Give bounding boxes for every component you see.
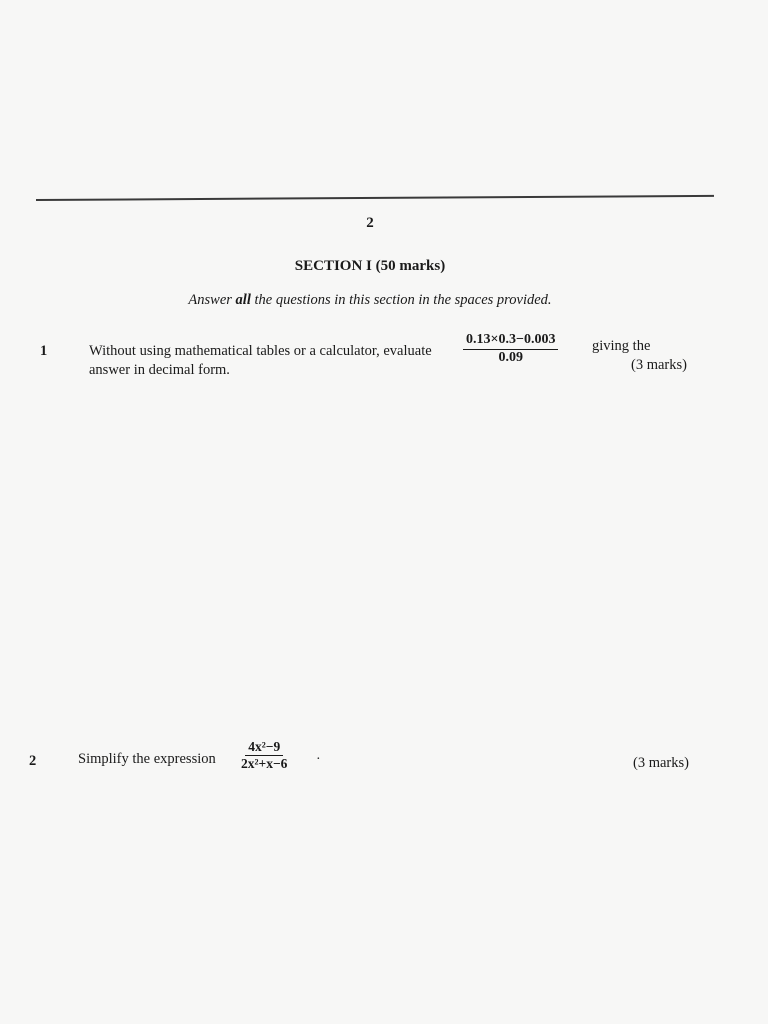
question-1-text: Without using mathematical tables or a calculator, evaluate <box>89 343 432 359</box>
question-2-expression <box>238 740 290 771</box>
question-1-denominator: 0.09 <box>498 349 523 365</box>
question-1-number: 1 <box>40 343 48 359</box>
section-title: SECTION I (50 marks) <box>294 258 446 274</box>
header-divider-line <box>36 195 714 201</box>
question-1-expression <box>463 333 558 365</box>
section-instruction <box>140 292 600 309</box>
page-number: 2 <box>366 215 374 231</box>
question-2-numerator: 4x²−9 <box>245 740 283 756</box>
question-2-denominator: 2x²+x−6 <box>241 756 288 772</box>
question-2-trailing-dot: · <box>316 752 321 767</box>
instruction-emphasis: all <box>235 292 251 308</box>
question-1-numerator: 0.13×0.3−0.003 <box>463 333 558 350</box>
question-1-text-after: giving the <box>592 338 651 354</box>
question-2-text: Simplify the expression <box>78 751 216 767</box>
question-2-marks: (3 marks) <box>633 755 689 771</box>
question-2-number: 2 <box>29 753 37 769</box>
instruction-text-before: Answer <box>188 292 236 308</box>
question-1-marks: (3 marks) <box>631 357 687 373</box>
instruction-text-after: the questions in this section in the spaces provided. <box>250 292 552 308</box>
question-1-text-line2: answer in decimal form. <box>89 362 230 378</box>
